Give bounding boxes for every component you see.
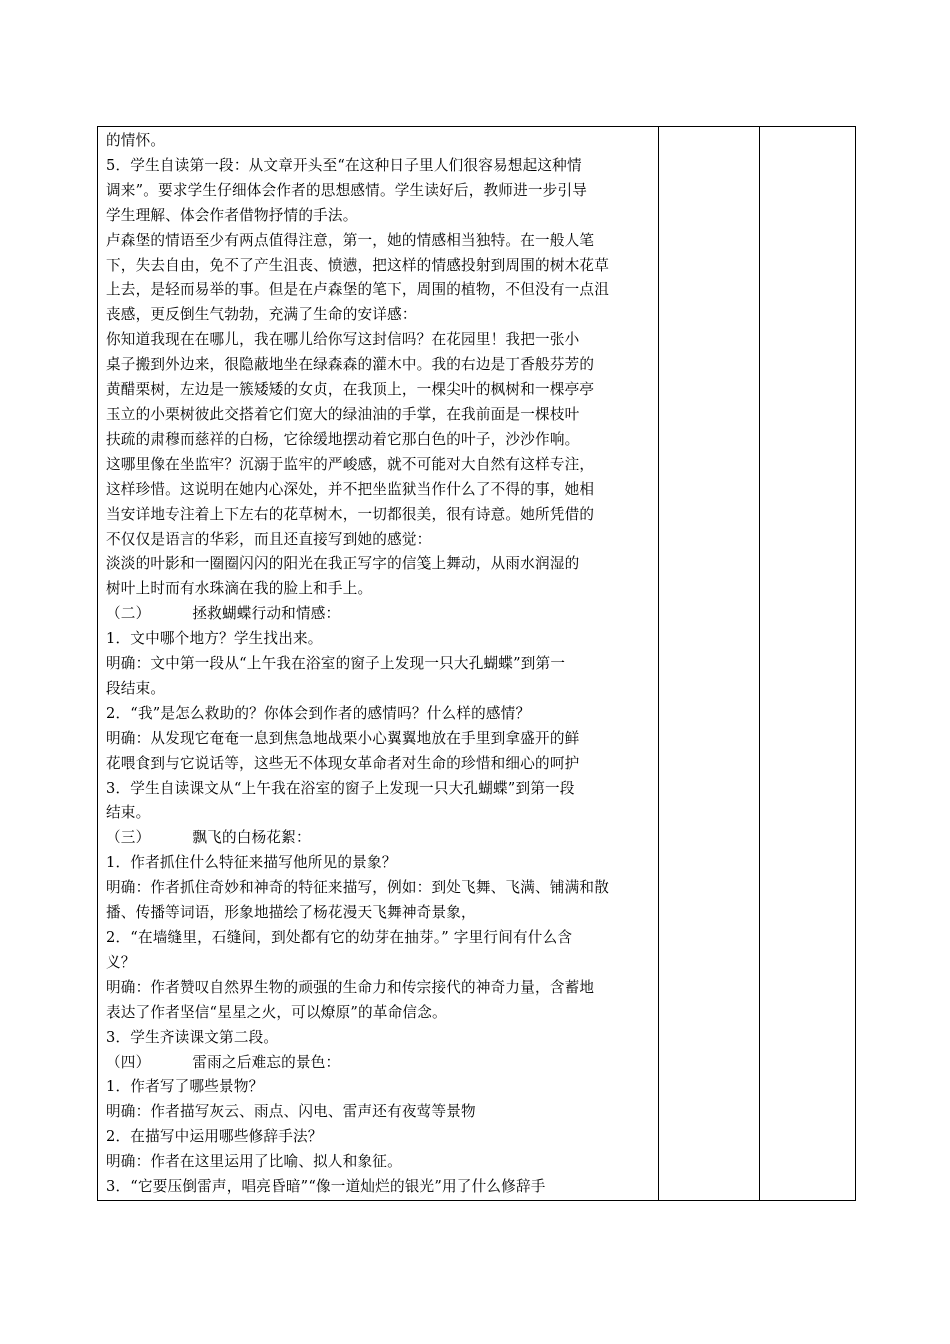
- quote-line: 你知道我现在在哪儿，我在哪儿给你写这封信吗？在花园里！我把一张小: [106, 331, 580, 349]
- text-line: 明确：作者赞叹自然界生物的顽强的生命力和传宗接代的神奇力量，含蓄地: [106, 978, 595, 996]
- text-line: 这样珍惜。这说明在她内心深处，并不把坐监狱当作什么了不得的事，她相: [106, 480, 595, 498]
- empty-cell-right: [760, 127, 856, 1201]
- text-line: 的情怀。: [106, 132, 166, 149]
- section-heading-2: [106, 602, 652, 627]
- section-number: （二）: [106, 605, 151, 623]
- section-title: 飘飞的白杨花絮：: [192, 829, 311, 847]
- text-line: 1．作者抓住什么特征来描写他所见的景象？: [106, 854, 397, 872]
- text-line: 2．“我”是怎么救助的？你体会到作者的感情吗？什么样的感情？: [106, 704, 531, 722]
- quote-line: 桌子搬到外边来，很隐蔽地坐在绿森森的灌木中。我的右边是丁香般芬芳的: [106, 356, 595, 374]
- lesson-text: [98, 127, 658, 1200]
- section-number: （三）: [106, 829, 151, 847]
- quote-line: 玉立的小栗树彼此交搭着它们宽大的绿油油的手掌，在我前面是一棵枝叶: [106, 405, 580, 423]
- quote-line: 扶疏的肃穆而慈祥的白杨，它徐缓地摆动着它那白色的叶子，沙沙作响。: [106, 430, 580, 448]
- text-line: 丧感，更反倒生气勃勃，充满了生命的安详感：: [106, 306, 417, 324]
- text-line: 不仅仅是语言的华彩，而且还直接写到她的感觉：: [106, 530, 432, 548]
- text-line: 调来”。要求学生仔细体会作者的思想感情。学生读好后，教师进一步引导: [106, 181, 588, 199]
- text-line: 结束。: [106, 804, 151, 822]
- text-line: 2．“在墙缝里，石缝间，到处都有它的幼芽在抽芽。” 字里行间有什么含: [106, 929, 573, 946]
- text-line: 2．在描写中运用哪些修辞手法？: [106, 1128, 323, 1146]
- text-line: 段结束。: [106, 679, 166, 697]
- text-line: 3．学生自读课文从“上午我在浴室的窗子上发现一只大孔蝴蝶”到第一段: [106, 779, 575, 797]
- section-title: 拯救蝴蝶行动和情感：: [192, 605, 341, 623]
- text-line: 义？: [106, 953, 136, 971]
- text-line: 明确：作者描写灰云、雨点、闪电、雷声还有夜莺等景物: [106, 1103, 476, 1121]
- text-line: 明确：作者在这里运用了比喻、拟人和象征。: [106, 1153, 402, 1171]
- text-line: 下，失去自由，免不了产生沮丧、愤懑，把这样的情感投射到周围的树木花草: [106, 256, 609, 274]
- section-title: 雷雨之后难忘的景色：: [192, 1053, 341, 1071]
- text-line: 播、传播等词语，形象地描绘了杨花漫天飞舞神奇景象，: [106, 904, 476, 922]
- text-line: 明确：从发现它奄奄一息到焦急地战栗小心翼翼地放在手里到拿盛开的鲜: [106, 729, 580, 747]
- text-line: 1．作者写了哪些景物？: [106, 1078, 264, 1096]
- text-line: 卢森堡的情语至少有两点值得注意，第一，她的情感相当独特。在一般人笔: [106, 231, 595, 249]
- text-line: 学生理解、体会作者借物抒情的手法。: [106, 206, 358, 224]
- table-row: [98, 127, 856, 1201]
- text-line: 这哪里像在坐监牢？沉溺于监牢的严峻感，就不可能对大自然有这样专注，: [106, 455, 595, 473]
- lesson-plan-table: [97, 126, 856, 1201]
- text-line: 3．学生齐读课文第二段。: [106, 1028, 279, 1046]
- text-line: 明确：作者抓住奇妙和神奇的特征来描写，例如：到处飞舞、飞满、铺满和散: [106, 879, 609, 897]
- quote-line: 淡淡的叶影和一圈圈闪闪的阳光在我正写字的信笺上舞动，从雨水润湿的: [106, 555, 580, 573]
- quote-line: 黄醋栗树，左边是一簇矮矮的女贞，在我顶上，一棵尖叶的枫树和一棵亭亭: [106, 381, 595, 399]
- section-heading-3: [106, 826, 652, 851]
- text-line: 表达了作者坚信“星星之火，可以燎原”的革命信念。: [106, 1003, 447, 1021]
- empty-cell-middle: [659, 127, 760, 1201]
- text-line: 明确：文中第一段从“上午我在浴室的窗子上发现一只大孔蝴蝶”到第一: [106, 655, 566, 673]
- text-line: 5．学生自读第一段：从文章开头至“在这种日子里人们很容易想起这种情: [106, 156, 582, 174]
- text-line: 上去，是轻而易举的事。但是在卢森堡的笔下，周围的植物，不但没有一点沮: [106, 281, 609, 299]
- section-number: （四）: [106, 1053, 151, 1071]
- text-line: 花喂食到与它说话等，这些无不体现女革命者对生命的珍惜和细心的呵护: [106, 754, 580, 772]
- text-line: 3．“它要压倒雷声，唱亮昏暗”“像一道灿烂的银光”用了什么修辞手: [106, 1178, 546, 1196]
- text-line: 1．文中哪个地方？学生找出来。: [106, 630, 323, 648]
- section-heading-4: [106, 1051, 652, 1076]
- text-line: 当安详地专注着上下左右的花草树木，一切都很美，很有诗意。她所凭借的: [106, 505, 595, 523]
- main-content-cell: [98, 127, 659, 1201]
- quote-line: 树叶上时而有水珠滴在我的脸上和手上。: [106, 580, 373, 598]
